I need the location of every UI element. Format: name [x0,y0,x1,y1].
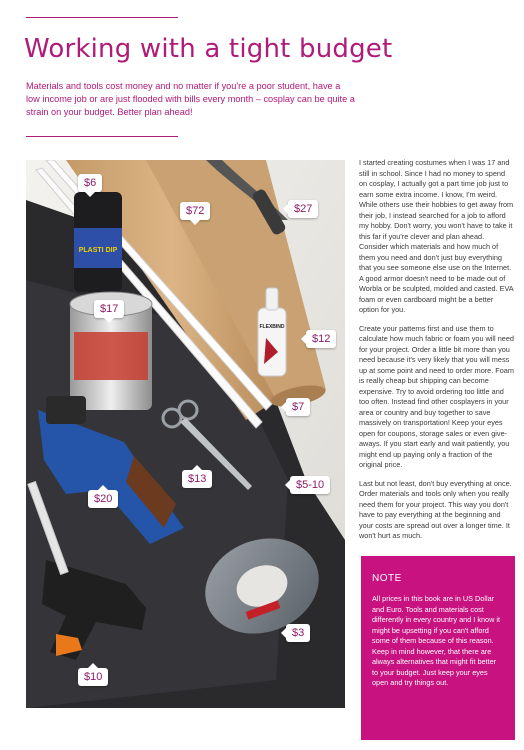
price-tag-scissors: $13 [182,470,212,488]
price-tag-heat-gun: $20 [88,490,118,508]
page-title: Working with a tight budget [24,34,393,64]
intro-divider [26,136,178,137]
note-text: All prices in this book are in US Dollar and Euro. Tools and materials cost differently in every country and I know it might be upsetting if you can't afford some of them because of this reason. Keep in mind however, that there are always alternatives that might fit better to your budget. Just keep your eyes open and try things out. [372,594,501,687]
note-heading: NOTE [372,573,402,584]
note-box [361,556,515,740]
price-tag-glue: $12 [306,330,336,348]
price-tag-worbla: $72 [180,202,210,220]
price-tag-spray-paint: $6 [78,174,102,192]
price-tag-pvc: $7 [286,398,310,416]
glue-bottle [258,308,286,376]
price-tag-duct-tape: $3 [286,624,310,642]
price-tag-paint: $17 [94,300,124,318]
article-body [359,158,515,550]
top-divider [26,17,178,18]
glue-brand-text: FLEXBIND [259,324,285,330]
price-tag-eva-foam: $5-10 [290,476,330,494]
price-tag-rotary-tool: $27 [288,200,318,218]
spray-brand-text: PLASTI DIP [78,247,118,254]
body-paragraph-1: I started creating costumes when I was 17 and still in school. Since I had no money to spend on cosplay, I actually got a part time job just to earn some extra income. I know, I'm weird. While others use their hobbies to get away from their job, I instead searched for a job to afford my hobby. Don't worry, you won't have to take it this far if you're clever and plan ahead. Consider which materials and how much of them you need and don't just buy everything that you see someone else use on the Internet. A good armor doesn't need to be made out of Worbla or be sculpted, molded and casted. EVA foam or even cardboard might be a better option for you. [359,158,514,314]
price-tag-glue-gun: $10 [78,668,108,686]
tools-photo [26,160,345,708]
body-paragraph-2: Create your patterns first and use them to calculate how much fabric or foam you will need for your project. Order a little bit more than you need because it's very likely that you will mess up at some point and need to order more. Foam is really cheap but shipping can become expensive. Try to avoid ordering too little and too often. Instead find other cosplayers in your area or country and buy together to save massively on transportation! Keep your eyes open for coupons, storage sales or even give-aways. If you start early and wait patiently, you might end up paying only a fraction of the original price. [359,323,514,469]
body-paragraph-3: Last but not least, don't buy everything at once. Order materials and tools only when you really need them for your project. This way you don't have to pay everything at the beginning and your costs are spread out over a longer time. It won't hurt as much. [359,478,512,540]
intro-paragraph: Materials and tools cost money and no matter if you're a poor student, have a low income job or are just flooded with bills every month – cosplay can be quite a strain on your budget. Better plan ahead! [26,81,355,117]
